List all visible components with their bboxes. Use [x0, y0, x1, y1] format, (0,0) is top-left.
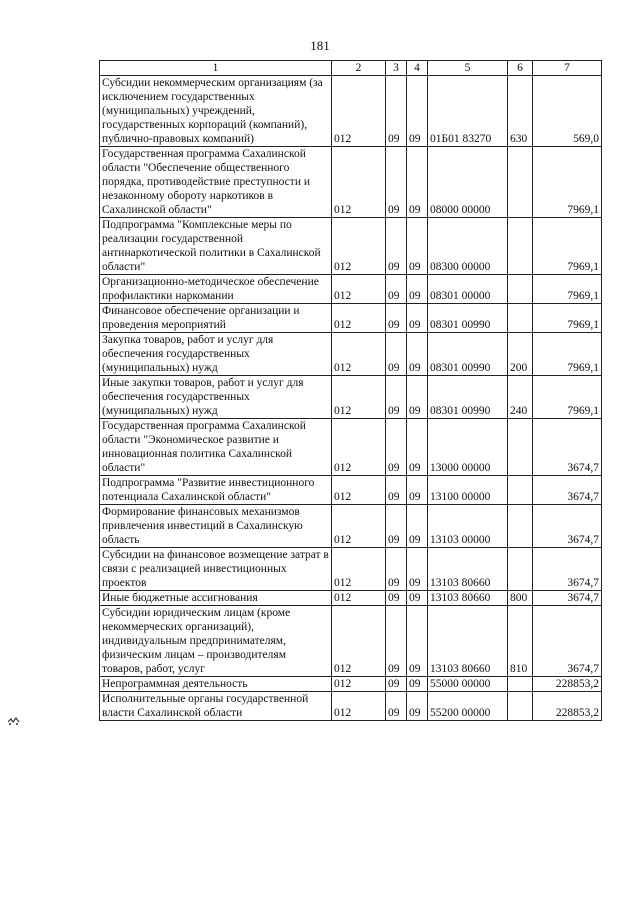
expense-type-cell	[508, 218, 533, 275]
amount-cell: 3674,7	[533, 591, 602, 606]
subsection-cell: 09	[407, 147, 428, 218]
subsection-cell: 09	[407, 218, 428, 275]
amount-cell: 7969,1	[533, 147, 602, 218]
subsection-cell: 09	[407, 376, 428, 419]
item-name-cell: Формирование финансовых механизмов привлечения инвестиций в Сахалинскую область	[100, 505, 332, 548]
subsection-cell: 09	[407, 548, 428, 591]
item-name-cell: Исполнительные органы государственной власти Сахалинской области	[100, 692, 332, 721]
section-cell: 09	[386, 218, 407, 275]
amount-cell: 3674,7	[533, 548, 602, 591]
subsection-cell: 09	[407, 606, 428, 677]
subsection-cell: 09	[407, 476, 428, 505]
page-number: 181	[310, 38, 330, 53]
table-row	[100, 591, 602, 606]
item-name-cell: Закупка товаров, работ и услуг для обеспечения государственных (муниципальных) нужд	[100, 333, 332, 376]
section-cell: 09	[386, 76, 407, 147]
table-row	[100, 692, 602, 721]
target-article-cell: 13100 00000	[428, 476, 508, 505]
stamp-mark-icon	[6, 716, 22, 726]
ministry-code-cell: 012	[332, 376, 386, 419]
subsection-cell: 09	[407, 692, 428, 721]
subsection-cell: 09	[407, 76, 428, 147]
section-cell: 09	[386, 606, 407, 677]
expense-type-cell	[508, 304, 533, 333]
subsection-cell: 09	[407, 275, 428, 304]
section-cell: 09	[386, 376, 407, 419]
target-article-cell: 13103 80660	[428, 548, 508, 591]
table-row	[100, 218, 602, 275]
item-name-cell: Субсидии некоммерческим организациям (за исключением государственных (муниципальных) учреждений, государственных корпораций (компаний), публично-правовых компаний)	[100, 76, 332, 147]
amount-cell: 7969,1	[533, 218, 602, 275]
subsection-cell: 09	[407, 333, 428, 376]
item-name-cell: Финансовое обеспечение организации и проведения мероприятий	[100, 304, 332, 333]
header-cell: 3	[386, 61, 407, 76]
subsection-cell: 09	[407, 591, 428, 606]
item-name-cell: Субсидии на финансовое возмещение затрат в связи с реализацией инвестиционных проектов	[100, 548, 332, 591]
expense-type-cell: 200	[508, 333, 533, 376]
table-row	[100, 419, 602, 476]
amount-cell: 7969,1	[533, 376, 602, 419]
ministry-code-cell: 012	[332, 304, 386, 333]
ministry-code-cell: 012	[332, 147, 386, 218]
table-row	[100, 333, 602, 376]
section-cell: 09	[386, 677, 407, 692]
item-name-cell: Субсидии юридическим лицам (кроме некоммерческих организаций), индивидуальным предпринимателям, физическим лицам – производителям товаров, работ, услуг	[100, 606, 332, 677]
section-cell: 09	[386, 333, 407, 376]
ministry-code-cell: 012	[332, 419, 386, 476]
amount-cell: 7969,1	[533, 304, 602, 333]
expense-type-cell	[508, 677, 533, 692]
section-cell: 09	[386, 476, 407, 505]
target-article-cell: 08301 00000	[428, 275, 508, 304]
subsection-cell: 09	[407, 505, 428, 548]
ministry-code-cell: 012	[332, 677, 386, 692]
header-row	[100, 61, 602, 76]
header-cell: 6	[508, 61, 533, 76]
expense-type-cell: 810	[508, 606, 533, 677]
expense-type-cell	[508, 419, 533, 476]
ministry-code-cell: 012	[332, 692, 386, 721]
item-name-cell: Непрограммная деятельность	[100, 677, 332, 692]
amount-cell: 3674,7	[533, 476, 602, 505]
ministry-code-cell: 012	[332, 606, 386, 677]
ministry-code-cell: 012	[332, 333, 386, 376]
target-article-cell: 01Б01 83270	[428, 76, 508, 147]
target-article-cell: 13103 80660	[428, 606, 508, 677]
subsection-cell: 09	[407, 677, 428, 692]
expense-type-cell: 800	[508, 591, 533, 606]
table-row	[100, 505, 602, 548]
table-row	[100, 147, 602, 218]
expense-type-cell	[508, 147, 533, 218]
amount-cell: 7969,1	[533, 275, 602, 304]
ministry-code-cell: 012	[332, 505, 386, 548]
amount-cell: 3674,7	[533, 419, 602, 476]
amount-cell: 228853,2	[533, 677, 602, 692]
section-cell: 09	[386, 692, 407, 721]
target-article-cell: 08301 00990	[428, 333, 508, 376]
ministry-code-cell: 012	[332, 76, 386, 147]
ministry-code-cell: 012	[332, 548, 386, 591]
item-name-cell: Государственная программа Сахалинской области "Обеспечение общественного порядка, противодействие преступности и незаконному обороту наркотиков в Сахалинской области"	[100, 147, 332, 218]
section-cell: 09	[386, 304, 407, 333]
item-name-cell: Подпрограмма "Комплексные меры по реализации государственной антинаркотической политики в Сахалинской области"	[100, 218, 332, 275]
item-name-cell: Иные закупки товаров, работ и услуг для обеспечения государственных (муниципальных) нужд	[100, 376, 332, 419]
table-row	[100, 606, 602, 677]
table-row	[100, 275, 602, 304]
table-row	[100, 304, 602, 333]
target-article-cell: 08300 00000	[428, 218, 508, 275]
ministry-code-cell: 012	[332, 591, 386, 606]
target-article-cell: 08301 00990	[428, 376, 508, 419]
section-cell: 09	[386, 505, 407, 548]
ministry-code-cell: 012	[332, 275, 386, 304]
target-article-cell: 08301 00990	[428, 304, 508, 333]
section-cell: 09	[386, 591, 407, 606]
table-row	[100, 76, 602, 147]
expense-type-cell	[508, 548, 533, 591]
target-article-cell: 13103 80660	[428, 591, 508, 606]
expense-type-cell	[508, 275, 533, 304]
table-row	[100, 677, 602, 692]
subsection-cell: 09	[407, 419, 428, 476]
table-row	[100, 376, 602, 419]
expense-type-cell	[508, 692, 533, 721]
section-cell: 09	[386, 147, 407, 218]
header-cell: 2	[332, 61, 386, 76]
ministry-code-cell: 012	[332, 476, 386, 505]
section-cell: 09	[386, 275, 407, 304]
header-cell: 5	[428, 61, 508, 76]
table-row	[100, 548, 602, 591]
target-article-cell: 55000 00000	[428, 677, 508, 692]
header-cell: 7	[533, 61, 602, 76]
table-row	[100, 476, 602, 505]
expense-type-cell	[508, 476, 533, 505]
budget-table	[99, 60, 602, 721]
item-name-cell: Организационно-методическое обеспечение профилактики наркомании	[100, 275, 332, 304]
amount-cell: 228853,2	[533, 692, 602, 721]
item-name-cell: Государственная программа Сахалинской области "Экономическое развитие и инновационная политика Сахалинской области"	[100, 419, 332, 476]
section-cell: 09	[386, 548, 407, 591]
subsection-cell: 09	[407, 304, 428, 333]
item-name-cell: Подпрограмма "Развитие инвестиционного потенциала Сахалинской области"	[100, 476, 332, 505]
target-article-cell: 08000 00000	[428, 147, 508, 218]
ministry-code-cell: 012	[332, 218, 386, 275]
target-article-cell: 13103 00000	[428, 505, 508, 548]
header-cell: 1	[100, 61, 332, 76]
expense-type-cell: 240	[508, 376, 533, 419]
target-article-cell: 13000 00000	[428, 419, 508, 476]
amount-cell: 7969,1	[533, 333, 602, 376]
amount-cell: 3674,7	[533, 606, 602, 677]
target-article-cell: 55200 00000	[428, 692, 508, 721]
header-cell: 4	[407, 61, 428, 76]
amount-cell: 3674,7	[533, 505, 602, 548]
section-cell: 09	[386, 419, 407, 476]
item-name-cell: Иные бюджетные ассигнования	[100, 591, 332, 606]
amount-cell: 569,0	[533, 76, 602, 147]
expense-type-cell	[508, 505, 533, 548]
expense-type-cell: 630	[508, 76, 533, 147]
